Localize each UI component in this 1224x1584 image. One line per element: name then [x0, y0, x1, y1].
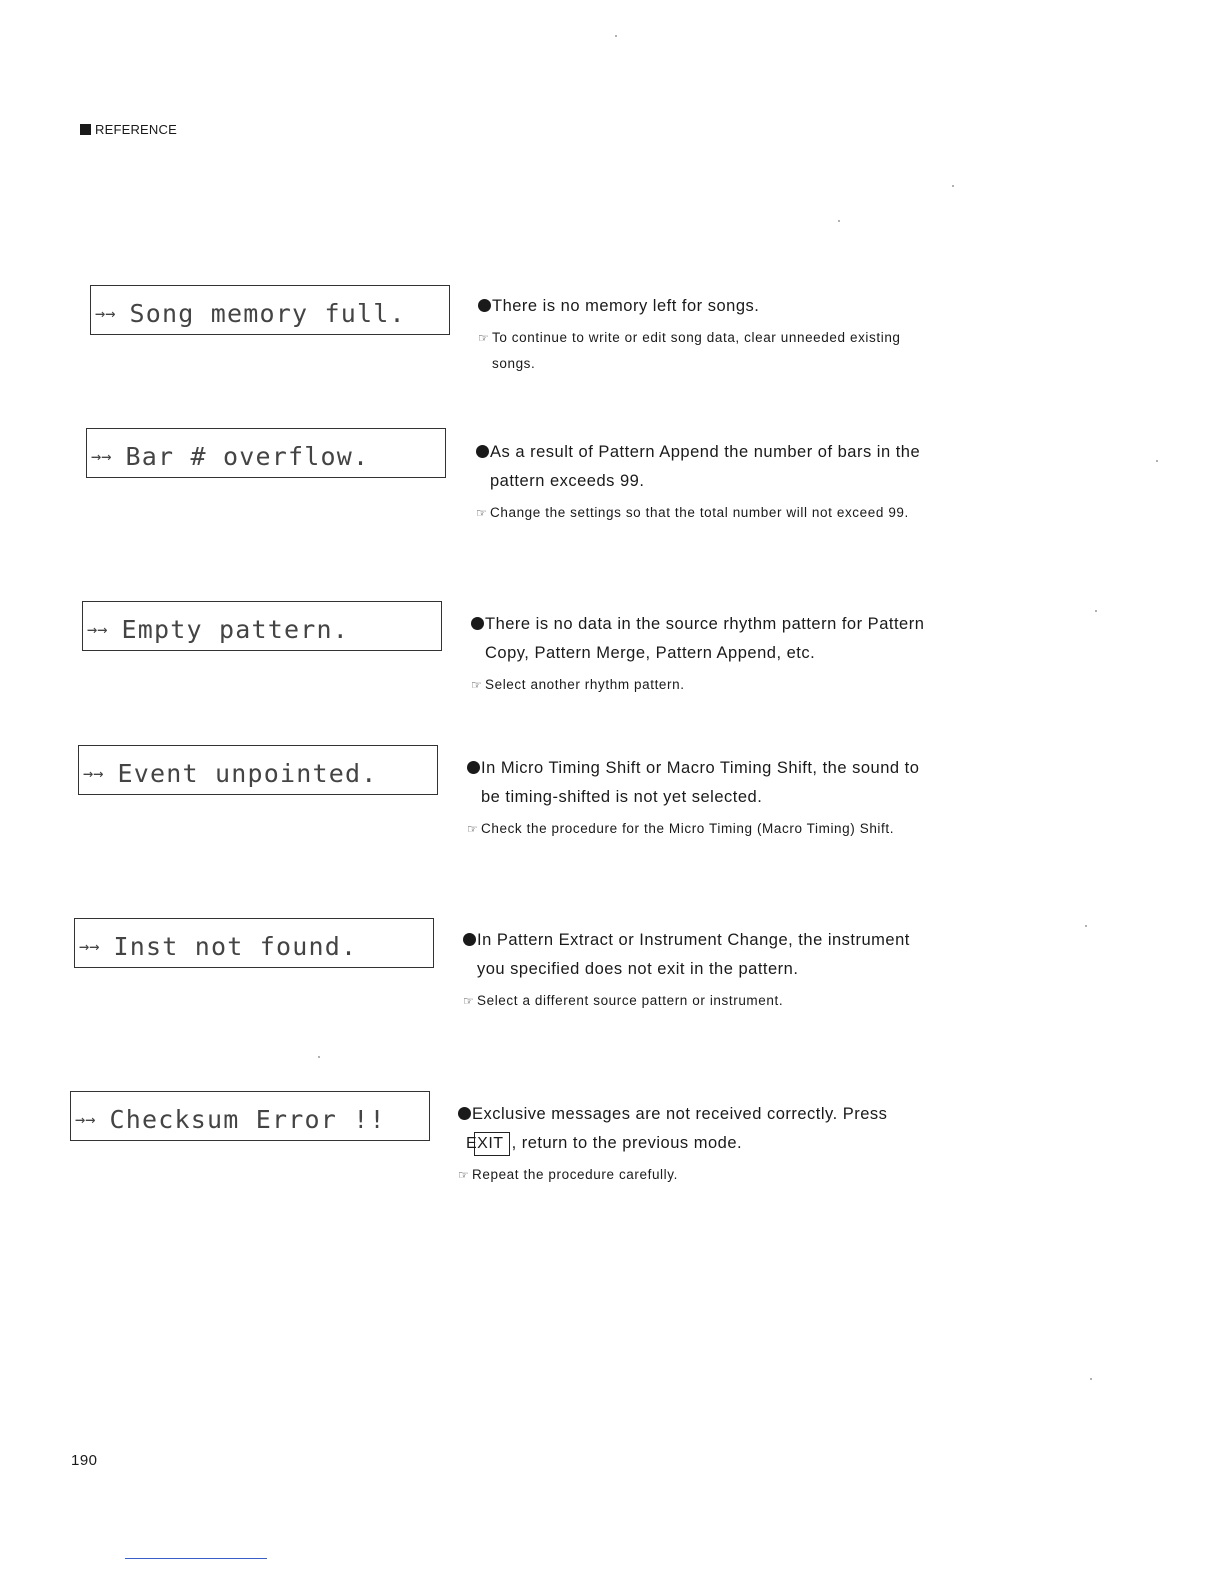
message-remedy: ☞ Check the procedure for the Micro Timing (Macro Timing) Shift.	[467, 816, 937, 842]
message-description: In Pattern Extract or Instrument Change, the instrument you specified does not exit in the pattern.	[463, 926, 933, 984]
bullet-icon	[467, 761, 480, 774]
arrows-icon: →→	[83, 764, 104, 784]
message-entry-checksum-error	[458, 1100, 928, 1188]
arrows-icon: →→	[75, 1110, 96, 1130]
message-entry-inst-not-found	[463, 926, 933, 1014]
pointing-hand-icon: ☞	[478, 331, 490, 345]
pointing-hand-icon: ☞	[476, 506, 488, 520]
message-description: In Micro Timing Shift or Macro Timing Shift, the sound to be timing-shifted is not yet selected.	[467, 754, 937, 812]
pointing-hand-icon: ☞	[471, 678, 483, 692]
message-entry-event-unpointed	[467, 754, 937, 842]
message-remedy: ☞ Change the settings so that the total number will not exceed 99.	[476, 500, 946, 526]
message-remedy: ☞ Select a different source pattern or instrument.	[463, 988, 933, 1014]
arrows-icon: →→	[87, 620, 108, 640]
message-description: As a result of Pattern Append the number of bars in the pattern exceeds 99.	[476, 438, 946, 496]
scan-speck	[838, 220, 840, 222]
arrows-icon: →→	[91, 447, 112, 467]
bullet-icon	[478, 299, 491, 312]
message-remedy: ☞ Select another rhythm pattern.	[471, 672, 941, 698]
bullet-icon	[463, 933, 476, 946]
message-description: There is no data in the source rhythm pattern for Pattern Copy, Pattern Merge, Pattern Append, etc.	[471, 610, 941, 668]
bullet-icon	[458, 1107, 471, 1120]
scan-speck	[1095, 610, 1097, 612]
lcd-text: Empty pattern.	[121, 615, 350, 644]
page-number: 190	[71, 1452, 98, 1469]
message-entry-song-memory-full	[478, 292, 948, 377]
message-remedy: ☞ Repeat the procedure carefully.	[458, 1162, 928, 1188]
lcd-display-song-memory-full	[90, 285, 450, 335]
scan-speck	[952, 185, 954, 187]
scan-speck	[1085, 925, 1087, 927]
lcd-display-inst-not-found	[74, 918, 434, 968]
pointing-hand-icon: ☞	[467, 822, 479, 836]
lcd-text: Inst not found.	[113, 932, 358, 961]
square-bullet-icon	[80, 124, 91, 135]
pointing-hand-icon: ☞	[463, 994, 475, 1008]
lcd-display-bar-overflow	[86, 428, 446, 478]
pointing-hand-icon: ☞	[458, 1168, 470, 1182]
message-remedy: ☞ To continue to write or edit song data, clear unneeded existing songs.	[478, 325, 948, 377]
arrows-icon: →→	[79, 937, 100, 957]
lcd-text: Bar # overflow.	[125, 442, 370, 471]
lcd-display-empty-pattern	[82, 601, 442, 651]
scan-speck	[615, 35, 617, 37]
lcd-text: Checksum Error !!	[109, 1105, 386, 1134]
section-label: REFERENCE	[95, 122, 177, 137]
scan-speck	[1156, 460, 1158, 462]
section-header	[80, 122, 177, 137]
message-entry-empty-pattern	[471, 610, 941, 698]
bullet-icon	[471, 617, 484, 630]
exit-key: EXIT	[474, 1132, 510, 1156]
arrows-icon: →→	[95, 304, 116, 324]
footer-rule	[125, 1558, 267, 1559]
scan-speck	[1090, 1378, 1092, 1380]
lcd-display-event-unpointed	[78, 745, 438, 795]
scan-speck	[318, 1056, 320, 1058]
bullet-icon	[476, 445, 489, 458]
lcd-text: Event unpointed.	[117, 759, 378, 788]
message-description: There is no memory left for songs.	[478, 292, 948, 321]
lcd-text: Song memory full.	[129, 299, 406, 328]
lcd-display-checksum-error	[70, 1091, 430, 1141]
message-description: Exclusive messages are not received correctly. Press EXIT , return to the previous mode.	[458, 1100, 928, 1158]
message-entry-bar-overflow	[476, 438, 946, 526]
